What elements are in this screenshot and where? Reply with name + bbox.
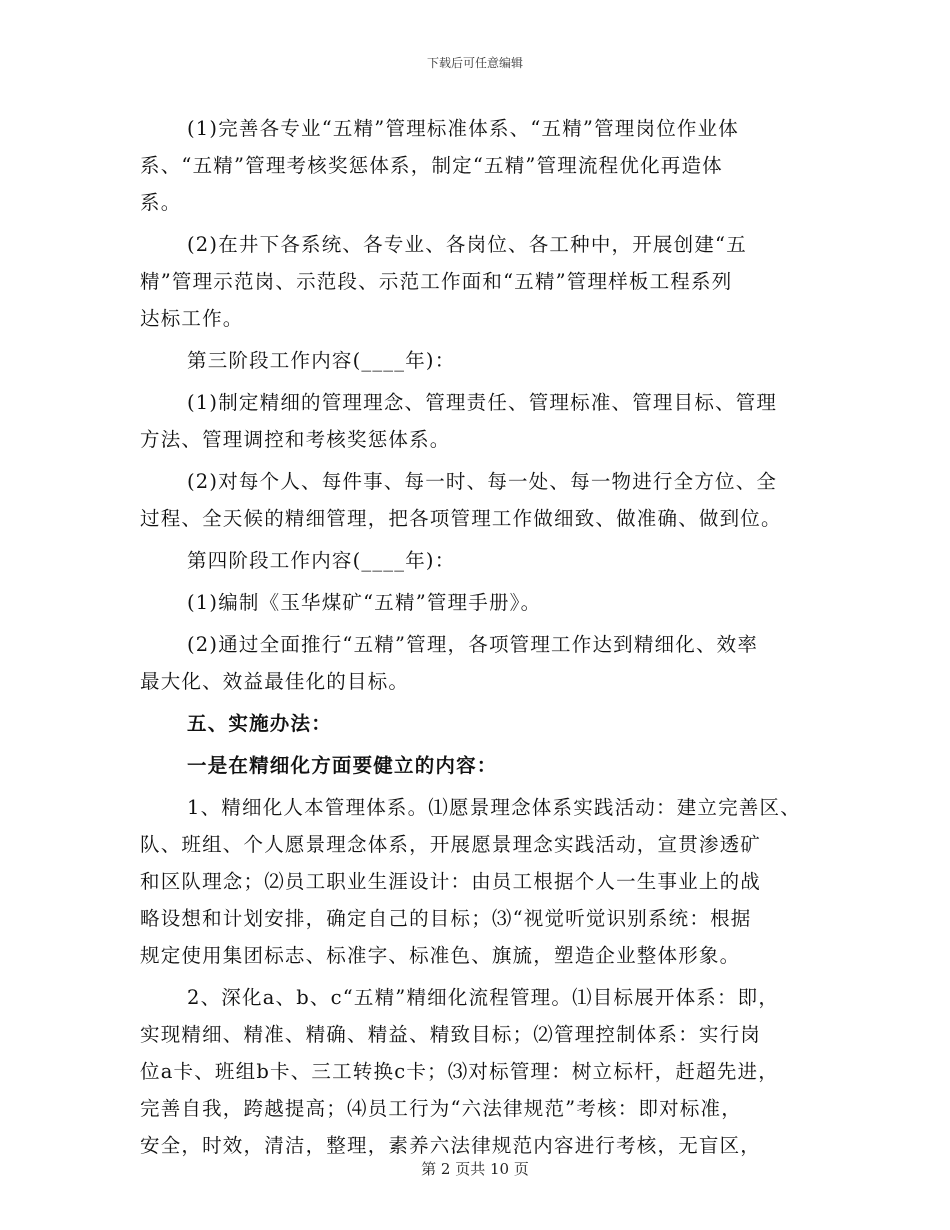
document-body (140, 110, 830, 1164)
text-line: (2)在井下各系统、各专业、各岗位、各工种中，开展创建“五 (187, 233, 747, 256)
text-line: 精”管理示范岗、示范段、示范工作面和“五精”管理样板工程系列 (140, 270, 733, 293)
paragraph (140, 584, 830, 621)
text-line: 完善自我，跨越提高；⑷员工行为“六法律规范”考核：即对标准， (140, 1097, 742, 1120)
text-line: 达标工作。 (140, 307, 244, 330)
text-line: (1)制定精细的管理理念、管理责任、管理标准、管理目标、管理 (187, 391, 778, 414)
paragraph (140, 110, 830, 221)
paragraph (140, 463, 830, 537)
text-line: (2)通过全面推行“五精”管理，各项管理工作达到精细化、效率 (187, 633, 759, 656)
text-line: 最大化、效益最佳化的目标。 (140, 670, 410, 693)
paragraph (140, 979, 830, 1164)
text-line: 实现精细、精准、精确、精益、精致目标；⑵管理控制体系：实行岗 (140, 1023, 762, 1046)
text-line: (1)编制《玉华煤矿“五精”管理手册》。 (187, 591, 542, 614)
subsection-heading (140, 747, 830, 784)
text-line: (2)对每个人、每件事、每一时、每一处、每一物进行全方位、全 (187, 470, 778, 493)
text-line: 系。 (140, 191, 182, 214)
page-header: 下载后可任意编辑 (426, 56, 523, 70)
text-line: 五、实施办法： (187, 712, 332, 735)
text-line: 位a卡、班组b卡、三工转换c卡；⑶对标管理：树立标杆，赶超先进， (140, 1060, 779, 1083)
text-line: 安全，时效，清洁，整理，素养六法律规范内容进行考核，无盲区， (140, 1134, 762, 1157)
page-footer: 第 2 页共 10 页 (421, 1160, 529, 1178)
text-line: 方法、管理调控和考核奖惩体系。 (140, 428, 451, 451)
text-line: 规定使用集团标志、标准字、标准色、旗旈，塑造企业整体形象。 (140, 944, 741, 967)
text-line: 队、班组、个人愿景理念体系，开展愿景理念实践活动，宣贯渗透矿 (140, 833, 762, 856)
text-line: 2、深化a、b、c“五精”精细化流程管理。⑴目标展开体系：即， (187, 986, 780, 1009)
section-heading (140, 705, 830, 742)
stage-heading (140, 542, 830, 579)
text-line: (1)完善各专业“五精”管理标准体系、“五精”管理岗位作业体 (187, 117, 739, 140)
text-line: 和区队理念；⑵员工职业生涯设计：由员工根据个人一生事业上的战 (140, 870, 762, 893)
text-line: 系、“五精”管理考核奖惩体系，制定“五精”管理流程优化再造体 (140, 154, 723, 177)
paragraph (140, 384, 830, 458)
text-line: 过程、全天候的精细管理，把各项管理工作做细致、做准确、做到位。 (140, 507, 782, 530)
paragraph (140, 226, 830, 337)
text-line: 第三阶段工作内容(____年)： (187, 349, 456, 372)
paragraph (140, 789, 830, 974)
paragraph (140, 626, 830, 700)
text-line: 一是在精细化方面要健立的内容： (187, 754, 498, 777)
text-line: 1、精细化人本管理体系。⑴愿景理念体系实践活动：建立完善区、 (187, 796, 801, 819)
stage-heading (140, 342, 830, 379)
text-line: 第四阶段工作内容(____年)： (187, 549, 456, 572)
text-line: 略设想和计划安排，确定自己的目标；⑶“视觉听觉识别系统：根据 (140, 907, 752, 930)
